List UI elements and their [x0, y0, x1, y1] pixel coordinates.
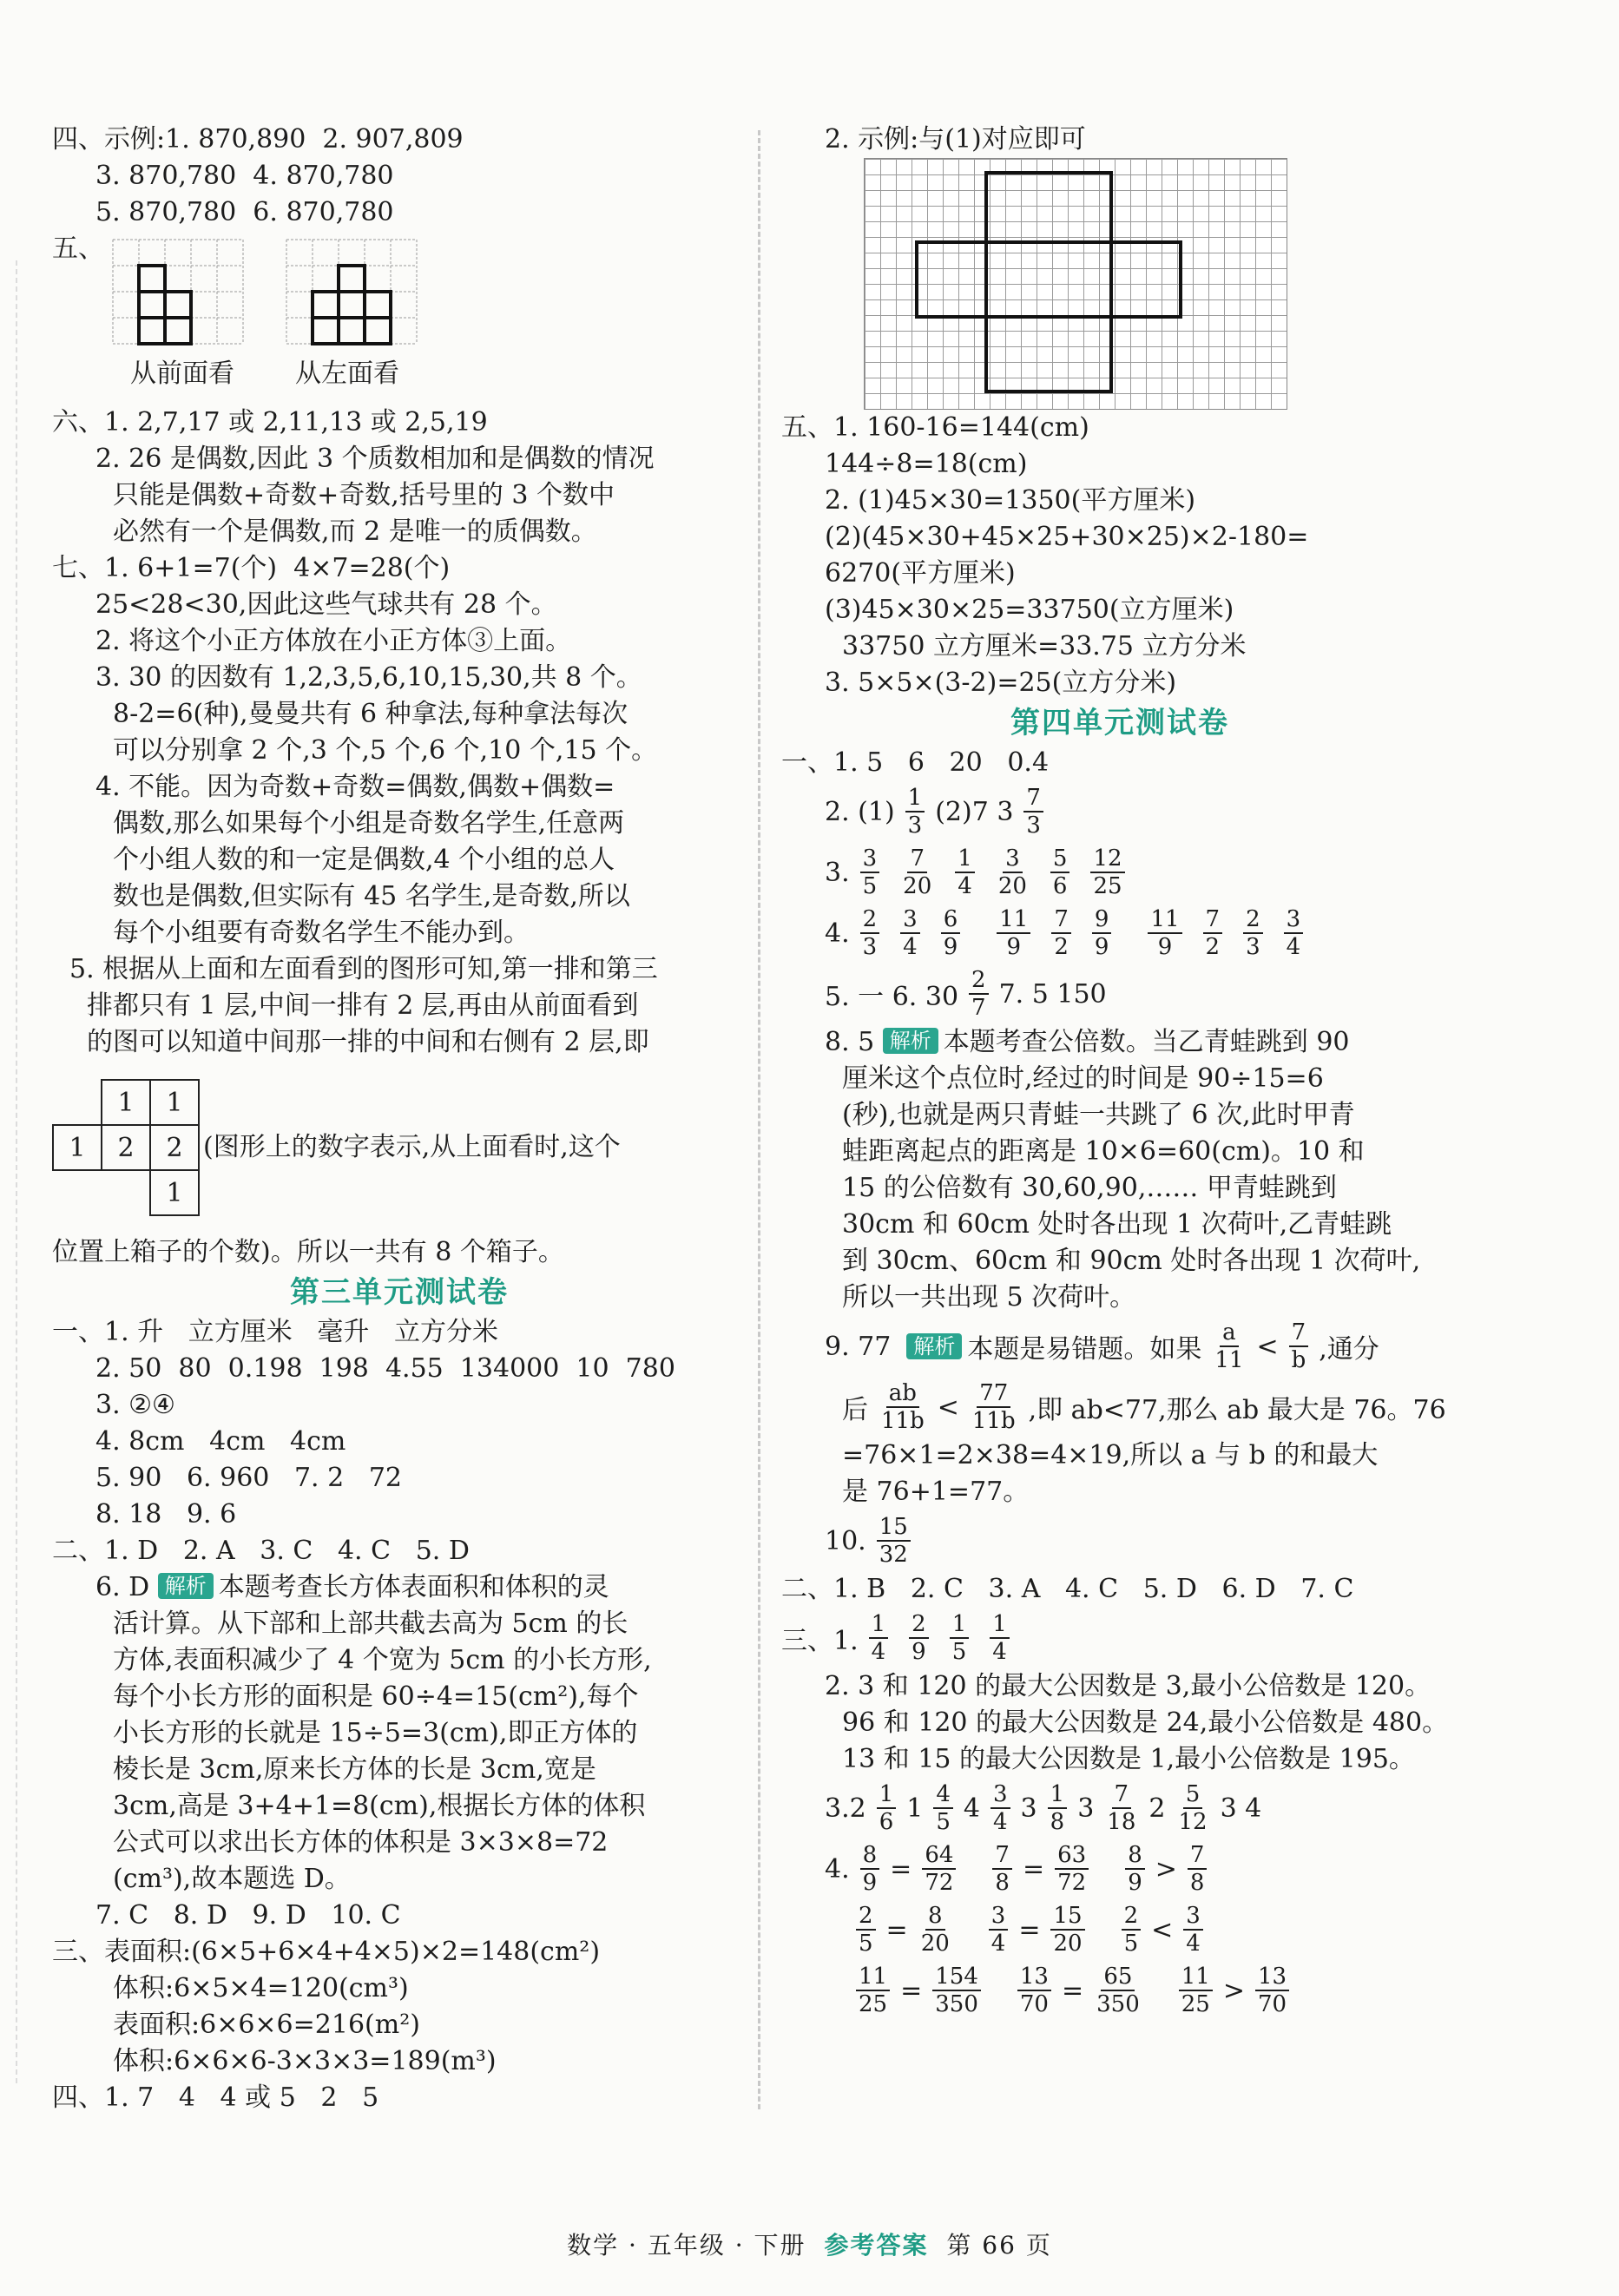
sec7-line: 25<28<30,因此这些气球共有 28 个。 [95, 589, 557, 620]
fraction: $\frac{7}{b}$ [1289, 1319, 1309, 1373]
compare-row [781, 1839, 1458, 1899]
q8-line: (秒),也就是两只青蛙一共跳了 6 次,此时甲青 [842, 1100, 1355, 1130]
q2-part2: (2)7 3 [935, 796, 1014, 827]
fraction: $\frac{154}{350}$ [932, 1964, 981, 2017]
q8-line: 厘米这个点位时,经过的时间是 90÷15=6 [842, 1063, 1324, 1094]
q2-part1: 2. (1) [825, 796, 895, 827]
sec7-line: 5. 根据从上面和左面看到的图形可知,第一排和第三 [69, 954, 658, 984]
sec6-line: 必然有一个是偶数,而 2 是唯一的质偶数。 [113, 516, 597, 547]
sec3-q4-label: 4. [825, 1853, 850, 1885]
unit3b-line: 体积:6×5×4=120(cm³) [113, 1973, 409, 2003]
box-count-figure [52, 1061, 747, 1234]
fraction: $\frac{7}{2}$ [1051, 906, 1071, 960]
compare-row [781, 1960, 1458, 2021]
fraction: $\frac{2}{5}$ [1122, 1903, 1142, 1957]
count-cell: 2 [102, 1125, 150, 1170]
fraction: $\frac{11}{9}$ [997, 906, 1030, 960]
analysis-tag: 解析 [906, 1333, 962, 1359]
fraction: $\frac{2}{7}$ [969, 967, 989, 1021]
less-than: < [1256, 1331, 1279, 1362]
sec5-right-line: 五、1. 160-16=144(cm) [781, 412, 1089, 443]
count-cell: 1 [150, 1080, 199, 1125]
q9-line: =76×1=2×38=4×19,所以 a 与 b 的和最大 [842, 1440, 1379, 1470]
unit3b-line: 体积:6×6×6-3×3×3=189(m³) [113, 2046, 497, 2076]
q6-line: 小长方形的长就是 15÷5=3(cm),即正方体的 [113, 1718, 638, 1748]
compare-operator: > [1155, 1853, 1177, 1885]
compare-operator: = [1018, 1914, 1041, 1945]
fraction: $\frac{64}{72}$ [922, 1842, 956, 1896]
fraction: $\frac{15}{32}$ [877, 1514, 911, 1568]
q6-line: 3cm,高是 3+4+1=8(cm),根据长方体的体积 [113, 1791, 646, 1821]
sec3-label: 三、1. [781, 1626, 859, 1656]
unit3-line: 一、1. 升 立方厘米 毫升 立方分米 [52, 1317, 498, 1347]
sec7-line: 4. 不能。因为奇数+奇数=偶数,偶数+偶数= [95, 772, 615, 802]
q6-line: 方体,表面积减少了 4 个宽为 5cm 的小长方形, [113, 1645, 652, 1675]
fraction: $\frac{3}{5}$ [860, 845, 880, 899]
sec7-line: 数也是偶数,但实际有 45 名学生,是奇数,所以 [113, 881, 630, 911]
fraction: $\frac{7}{8}$ [1188, 1842, 1208, 1896]
fraction: $\frac{7}{2}$ [1203, 906, 1223, 960]
compare-operator: = [885, 1914, 908, 1945]
unit3-line: 8. 18 9. 6 [95, 1499, 237, 1530]
fraction: $\frac{2}{5}$ [856, 1903, 876, 1957]
sec3-q4 [781, 1839, 1458, 2021]
fraction: $\frac{1}{3}$ [905, 785, 925, 839]
sec6-line: 只能是偶数+奇数+奇数,括号里的 3 个数中 [113, 480, 615, 510]
sec4-line: 四、示例:1. 870,890 2. 907,809 [52, 124, 464, 155]
right-column [781, 122, 1458, 2021]
q6-line: 每个小长方形的面积是 60÷4=15(cm²),每个 [113, 1681, 639, 1712]
net-outline [865, 159, 1287, 409]
compare-operator: > [1222, 1975, 1245, 2006]
count-cell: 2 [150, 1125, 199, 1170]
fraction: $\frac{1}{5}$ [950, 1611, 970, 1665]
section-four [52, 122, 747, 231]
column-divider [758, 130, 760, 2109]
left-view-grid [278, 231, 434, 352]
sec5-right-line: 33750 立方厘米=33.75 立方分米 [842, 631, 1247, 661]
sec7-line: 2. 将这个小正方体放在小正方体③上面。 [95, 626, 572, 656]
fraction: $\frac{3}{4}$ [989, 1903, 1009, 1957]
sec7-line: 的图可以知道中间那一排的中间和右侧有 2 层,即 [87, 1027, 649, 1057]
mixed-fraction: $\frac{4}{5}$ [933, 1781, 953, 1835]
fraction: $\frac{9}{9}$ [1092, 906, 1112, 960]
q10-label: 10. [825, 1525, 866, 1556]
unit4-title: 第四单元测试卷 [1010, 706, 1229, 740]
q6-first: 本题考查长方体表面积和体积的灵 [218, 1572, 609, 1602]
mixed-whole: 2 [849, 1793, 866, 1824]
q6-line: 棱长是 3cm,原来长方体的长是 3cm,宽是 [113, 1754, 596, 1785]
unit4-q4 [781, 903, 1458, 964]
mixed-fraction: $\frac{1}{6}$ [877, 1781, 897, 1835]
unit3-answers-a [52, 1314, 747, 1569]
fraction: $\frac{3}{20}$ [997, 845, 1027, 899]
fraction: $\frac{8}{20}$ [920, 1903, 950, 1957]
sec5-right-line: 6270(平方厘米) [825, 558, 1016, 589]
fraction: $\frac{a}{11}$ [1214, 1319, 1244, 1373]
fraction: $\frac{15}{20}$ [1050, 1903, 1084, 1957]
unit3-line: 2. 50 80 0.198 198 4.55 134000 10 780 [95, 1353, 675, 1384]
fraction: $\frac{3}{4}$ [900, 906, 920, 960]
unit4-q2 [781, 781, 1458, 842]
compare-row [781, 1899, 1458, 1960]
sec7-line: 3. 30 的因数有 1,2,3,5,6,10,15,30,共 8 个。 [95, 662, 642, 693]
q8-head: 8. 5 [825, 1027, 875, 1057]
q9-line2 [781, 1377, 1458, 1437]
count-cell: 1 [102, 1080, 150, 1125]
q9-first: 本题是易错题。如果 [967, 1334, 1202, 1365]
section-five-label: 五、 [52, 234, 104, 264]
compare-operator: < [1151, 1914, 1174, 1945]
fraction: $\frac{1}{4}$ [990, 1611, 1010, 1665]
fraction: $\frac{12}{25}$ [1090, 845, 1124, 899]
fraction: $\frac{77}{11b}$ [971, 1380, 1016, 1434]
sec7-line: 8-2=6(种),曼曼共有 6 种拿法,每种拿法每次 [113, 699, 629, 729]
q8-head-line [781, 1024, 1458, 1061]
unit4-q5-7 [781, 964, 1458, 1024]
unit3b-line: 7. C 8. D 9. D 10. C [95, 1900, 401, 1931]
unit4-q1: 一、1. 5 6 20 0.4 [781, 747, 1050, 778]
mixed-fraction: $\frac{1}{8}$ [1048, 1781, 1068, 1835]
mixed-whole: 2 [1148, 1793, 1166, 1824]
sec7-line: 可以分别拿 2 个,3 个,5 个,6 个,10 个,15 个。 [113, 735, 658, 766]
q10 [781, 1510, 1458, 1571]
sec3-q2-line: 96 和 120 的最大公因数是 24,最小公倍数是 480。 [842, 1707, 1449, 1738]
q6-head-line [52, 1569, 747, 1606]
fraction: $\frac{1}{4}$ [955, 845, 975, 899]
unit4-q3 [781, 842, 1458, 903]
q7-text: 7. 5 150 [998, 978, 1107, 1010]
q9-post: ,即 ab<77,那么 ab 最大是 76。76 [1028, 1395, 1446, 1425]
fraction: $\frac{11}{25}$ [1179, 1964, 1213, 2017]
q8-analysis [781, 1061, 1458, 1316]
sec3-q1 [781, 1608, 1458, 1668]
q5-q6-text: 5. 一 6. 30 [825, 982, 959, 1012]
unit3-line: 二、1. D 2. A 3. C 4. C 5. D [52, 1536, 470, 1566]
unit3-line: 3. ②④ [95, 1390, 175, 1420]
compare-operator: = [900, 1975, 923, 2006]
unit3-title: 第三单元测试卷 [290, 1275, 509, 1310]
unit3-answers-b [52, 1898, 747, 2116]
q9-head-line [781, 1316, 1458, 1377]
count-cell: 1 [53, 1125, 102, 1170]
top-view-count-table [52, 1079, 200, 1216]
mixed-whole: 3 [1077, 1793, 1095, 1824]
left-view-caption: 从左面看 [295, 359, 399, 389]
footer-subject: 数学 · 五年级 · 下册 [567, 2231, 806, 2260]
sec7-line: 偶数,那么如果每个小组是奇数名学生,任意两 [113, 808, 625, 839]
unit3-line: 4. 8cm 4cm 4cm [95, 1426, 346, 1457]
q9-head: 9. 77 [825, 1331, 892, 1362]
compare-operator: = [1061, 1975, 1084, 2006]
section-five-views [52, 231, 747, 405]
sec5-right-line: (2)(45×30+45×25+30×25)×2-180= [825, 522, 1309, 552]
unit3b-line: 表面积:6×6×6=216(m²) [113, 2010, 420, 2040]
compare-operator: = [1022, 1853, 1045, 1885]
mixed-fraction: $\frac{3}{4}$ [990, 1781, 1010, 1835]
fraction: $\frac{3}{4}$ [1183, 1903, 1203, 1957]
q9-pre: 后 [842, 1395, 868, 1425]
fraction: $\frac{ab}{11b}$ [881, 1380, 925, 1434]
less-than: < [937, 1391, 959, 1423]
fraction: $\frac{13}{70}$ [1017, 1964, 1051, 2017]
sec6-line: 2. 26 是偶数,因此 3 个质数相加和是偶数的情况 [95, 444, 655, 474]
mixed-whole: 3 [1020, 1793, 1037, 1824]
fraction: $\frac{2}{3}$ [860, 906, 880, 960]
sec3-q3-label: 3. [825, 1793, 850, 1824]
fraction: $\frac{7}{3}$ [1023, 785, 1043, 839]
left-column [52, 122, 747, 2116]
fraction: $\frac{2}{3}$ [1243, 906, 1263, 960]
unit3-line: 5. 90 6. 960 7. 2 72 [95, 1463, 402, 1493]
q6-line: 活计算。从下部和上部共截去高为 5cm 的长 [113, 1609, 629, 1639]
front-view-grid [104, 231, 260, 352]
q2-label: 2. 示例:与(1)对应即可 [825, 124, 1086, 155]
fraction: $\frac{8}{9}$ [860, 1842, 880, 1896]
fraction: $\frac{8}{9}$ [1125, 1842, 1145, 1896]
sec3-q2-line: 13 和 15 的最大公因数是 1,最小公倍数是 195。 [842, 1744, 1415, 1774]
sec5-right-line: 144÷8=18(cm) [825, 449, 1028, 479]
page-footer [0, 2227, 1619, 2261]
section-two-right: 二、1. B 2. C 3. A 4. C 5. D 6. D 7. C [781, 1574, 1354, 1604]
left-view-figure [278, 231, 434, 392]
q8-line: 30cm 和 60cm 处时各出现 1 次荷叶,乙青蛙跳 [842, 1209, 1392, 1240]
sec3-q2-line: 2. 3 和 120 的最大公因数是 3,最小公倍数是 120。 [825, 1671, 1431, 1701]
analysis-tag: 解析 [158, 1573, 214, 1599]
q8-first: 本题考查公倍数。当乙青蛙跳到 90 [943, 1027, 1350, 1057]
mixed-whole: 1 [906, 1793, 924, 1824]
mixed-fraction: $\frac{7}{18}$ [1107, 1781, 1136, 1835]
fraction: $\frac{5}{6}$ [1050, 845, 1070, 899]
analysis-tag: 解析 [883, 1028, 938, 1054]
compare-operator: = [890, 1853, 912, 1885]
mixed-fraction: $\frac{5}{12}$ [1178, 1781, 1208, 1835]
sec4-line: 3. 870,780 4. 870,780 [95, 161, 394, 191]
q3-label: 3. [825, 857, 850, 888]
box-note: (图形上的数字表示,从上面看时,这个 [203, 1132, 621, 1162]
section-seven [52, 550, 747, 1061]
fraction: $\frac{6}{9}$ [941, 906, 961, 960]
footer-answers: 参考答案 [824, 2231, 929, 2260]
fraction: $\frac{7}{20}$ [903, 845, 932, 899]
front-view-caption: 从前面看 [130, 359, 234, 389]
fraction: $\frac{2}{9}$ [909, 1611, 929, 1665]
count-cell: 1 [150, 1170, 199, 1215]
sec7-line: 七、1. 6+1=7(个) 4×7=28(个) [52, 553, 451, 583]
fraction: $\frac{63}{72}$ [1055, 1842, 1089, 1896]
sec5-right-line: 3. 5×5×(3-2)=25(立方分米) [825, 668, 1177, 698]
sec4-line: 5. 870,780 6. 870,780 [95, 197, 394, 227]
fraction: $\frac{11}{25}$ [856, 1964, 890, 2017]
sec6-line: 六、1. 2,7,17 或 2,11,13 或 2,5,19 [52, 407, 488, 437]
q8-line: 所以一共出现 5 次荷叶。 [842, 1282, 1136, 1312]
fraction: $\frac{13}{70}$ [1255, 1964, 1289, 2017]
q9-line: 是 76+1=77。 [842, 1477, 1030, 1507]
binding-margin-line [16, 260, 17, 2083]
q6-head: 6. D [95, 1572, 150, 1602]
q9-analysis [781, 1437, 1458, 1510]
net-grid-figure [864, 158, 1287, 410]
sec7-line: 排都只有 1 层,中间一排有 2 层,再由从前面看到 [87, 990, 639, 1021]
unit3b-line: 三、表面积:(6×5+6×4+4×5)×2=148(cm²) [52, 1937, 601, 1967]
sec7-line: 每个小组要有奇数名学生不能办到。 [113, 918, 530, 948]
section-six [52, 405, 747, 550]
sec5-right-line: 2. (1)45×30=1350(平方厘米) [825, 485, 1196, 516]
fraction: $\frac{7}{8}$ [992, 1842, 1012, 1896]
fraction: $\frac{11}{9}$ [1148, 906, 1181, 960]
fraction: $\frac{65}{350}$ [1096, 1964, 1140, 2017]
section-five-right [781, 410, 1458, 701]
mixed-whole: 4 [963, 1793, 980, 1824]
footer-page: 第 66 页 [946, 2231, 1052, 2260]
sec3-q2 [781, 1668, 1458, 1778]
q9-tail: ,通分 [1319, 1334, 1379, 1365]
q6-line: (cm³),故本题选 D。 [113, 1864, 351, 1894]
unit3b-line: 四、1. 7 4 4 或 5 2 5 [52, 2082, 379, 2113]
sec3-q3-tail: 3 4 [1220, 1793, 1262, 1824]
sec7-line: 个小组人数的和一定是偶数,4 个小组的总人 [113, 845, 615, 875]
box-conclusion: 位置上箱子的个数)。所以一共有 8 个箱子。 [52, 1237, 564, 1267]
q6-line: 公式可以求出长方体的体积是 3×3×8=72 [113, 1827, 609, 1858]
q8-line: 15 的公倍数有 30,60,90,…… 甲青蛙跳到 [842, 1173, 1337, 1203]
sec3-q3 [781, 1778, 1458, 1839]
q8-line: 蛙距离起点的距离是 10×6=60(cm)。10 和 [842, 1136, 1365, 1167]
q4-label: 4. [825, 918, 850, 949]
q6-analysis [52, 1606, 747, 1898]
q8-line: 到 30cm、60cm 和 90cm 处时各出现 1 次荷叶, [842, 1246, 1421, 1276]
fraction: $\frac{3}{4}$ [1284, 906, 1304, 960]
fraction: $\frac{1}{4}$ [869, 1611, 889, 1665]
front-view-figure [104, 231, 260, 392]
sec5-right-line: (3)45×30×25=33750(立方厘米) [825, 595, 1234, 625]
